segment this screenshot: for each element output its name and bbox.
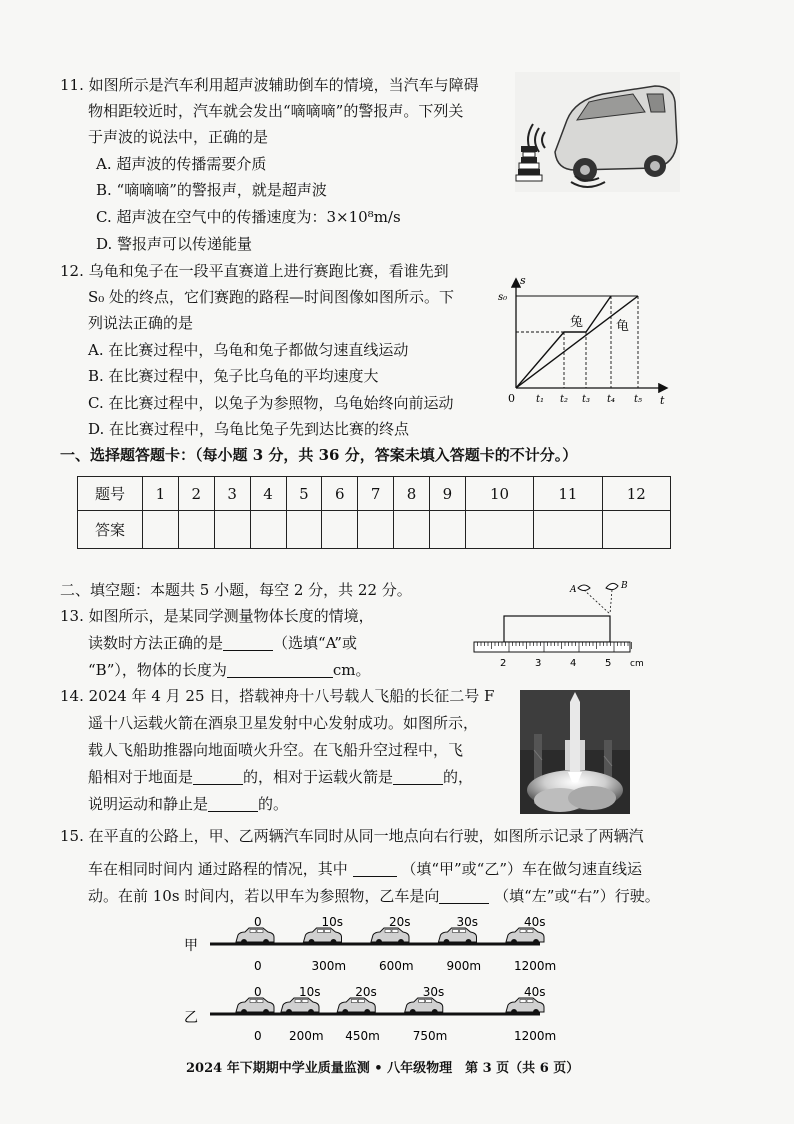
tick-t3: t₃ bbox=[582, 394, 591, 405]
car-b-label: 乙 bbox=[184, 1010, 198, 1026]
q15-blank-2[interactable] bbox=[439, 887, 489, 904]
section-1-heading: 一、选择题答题卡：（每小题 3 分，共 36 分，答案未填入答题卡的不计分。） bbox=[60, 446, 578, 464]
q11-option-c: C. 超声波在空气中的传播速度为：3×10⁸m/s bbox=[96, 208, 401, 226]
distance-label: 750m bbox=[412, 1029, 448, 1043]
q12-option-d: D. 在比赛过程中，乌龟比兔子先到达比赛的终点 bbox=[88, 420, 410, 438]
car-icon bbox=[236, 998, 274, 1015]
q13-line1: 13. 如图所示，是某同学测量物体长度的情境， bbox=[60, 607, 374, 625]
eye-a-icon bbox=[578, 585, 590, 591]
q15-blank-1[interactable] bbox=[353, 860, 397, 877]
answer-cell[interactable] bbox=[322, 511, 358, 549]
car-icon bbox=[236, 928, 274, 945]
origin-label: 0 bbox=[508, 392, 515, 405]
q12-option-c: C. 在比赛过程中，以兔子为参照物，乌龟始终向前运动 bbox=[88, 394, 454, 412]
q11-line2: 物相距较近时，汽车就会发出“嘀嘀嘀”的警报声。下列关 bbox=[88, 102, 464, 120]
number-cell: 10 bbox=[465, 477, 533, 511]
distance-label: 200m bbox=[289, 1029, 324, 1043]
time-label: 10s bbox=[299, 985, 321, 999]
q14-line5: 说明运动和静止是 的。 bbox=[88, 795, 289, 813]
ruler-label-5: 5 bbox=[605, 658, 612, 669]
distance-label: 450m bbox=[345, 1029, 380, 1043]
q12-option-b: B. 在比赛过程中，兔子比乌龟的平均速度大 bbox=[88, 367, 379, 385]
ruler-unit: cm bbox=[630, 659, 644, 669]
time-label: 40s bbox=[524, 985, 546, 999]
time-label: 10s bbox=[321, 915, 344, 929]
row-label-answer: 答案 bbox=[78, 511, 143, 549]
car-a-label: 甲 bbox=[184, 938, 198, 954]
car-icon bbox=[371, 928, 409, 945]
q14-blank-3[interactable] bbox=[208, 795, 258, 812]
page-footer: 2024 年下期期中学业质量监测 • 八年级物理 第 3 页（共 6 页） bbox=[186, 1061, 580, 1076]
x-axis-label: t bbox=[660, 394, 665, 407]
distance-label: 1200m bbox=[514, 1029, 557, 1043]
y-axis-label: s bbox=[520, 274, 526, 287]
car-icon bbox=[337, 998, 375, 1015]
distance-label: 300m bbox=[311, 959, 347, 973]
answer-card-table bbox=[77, 476, 671, 549]
answer-cell[interactable] bbox=[250, 511, 286, 549]
s0-label: s₀ bbox=[498, 292, 508, 303]
ruler-label-3: 3 bbox=[535, 658, 542, 669]
time-label: 30s bbox=[422, 985, 445, 999]
answer-cell[interactable] bbox=[534, 511, 602, 549]
car-icon bbox=[304, 928, 342, 945]
tick-t5: t₅ bbox=[634, 394, 643, 405]
time-label: 20s bbox=[389, 915, 411, 929]
q12-line3: 列说法正确的是 bbox=[88, 314, 194, 332]
answer-cell[interactable] bbox=[286, 511, 322, 549]
reversing-car-illustration bbox=[515, 72, 680, 192]
rocket-launch-photo bbox=[520, 690, 630, 814]
q11-option-a: A. 超声波的传播需要介质 bbox=[96, 155, 267, 173]
number-cell: 7 bbox=[358, 477, 394, 511]
number-cell: 1 bbox=[143, 477, 179, 511]
answer-card-answer-row bbox=[78, 511, 671, 549]
time-label: 0 bbox=[254, 915, 262, 929]
q11-line3: 于声波的说法中，正确的是 bbox=[88, 128, 269, 146]
q13-line3: “B”），物体的长度为 cm。 bbox=[88, 661, 371, 679]
number-cell: 3 bbox=[214, 477, 250, 511]
q13-line2: 读数时方法正确的是 （选填“A”或 bbox=[88, 634, 357, 652]
ruler-measurement-figure bbox=[470, 578, 650, 670]
tick-t1: t₁ bbox=[536, 394, 545, 405]
q15-line3: 动。在前 10s 时间内，若以甲车为参照物，乙车是向 （填“左”或“右”）行驶。 bbox=[88, 887, 660, 905]
turtle-label: 龟 bbox=[616, 319, 630, 334]
q14-line4: 船相对于地面是 的，相对于运载火箭是 的， bbox=[88, 768, 474, 786]
q14-blank-1[interactable] bbox=[193, 768, 243, 785]
q14-line2: 遥十八运载火箭在酒泉卫星发射中心发射成功。如图所示， bbox=[88, 714, 479, 732]
answer-cell[interactable] bbox=[358, 511, 394, 549]
answer-card-number-row bbox=[78, 477, 671, 511]
eye-b-label: B bbox=[621, 581, 628, 591]
distance-label: 0 bbox=[254, 959, 262, 973]
answer-cell[interactable] bbox=[143, 511, 179, 549]
number-cell: 12 bbox=[602, 477, 670, 511]
car-icon bbox=[506, 998, 544, 1015]
number-cell: 4 bbox=[250, 477, 286, 511]
q11-option-d: D. 警报声可以传递能量 bbox=[96, 235, 253, 253]
ruler-label-4: 4 bbox=[570, 658, 577, 669]
q14-blank-2[interactable] bbox=[393, 768, 443, 785]
answer-cell[interactable] bbox=[430, 511, 466, 549]
eye-b-icon bbox=[606, 583, 618, 589]
answer-cell[interactable] bbox=[465, 511, 533, 549]
car-b-diagram bbox=[180, 984, 557, 1044]
answer-cell[interactable] bbox=[602, 511, 670, 549]
ruler-label-2: 2 bbox=[500, 658, 507, 669]
row-label-number: 题号 bbox=[78, 477, 143, 511]
distance-label: 600m bbox=[379, 959, 414, 973]
answer-cell[interactable] bbox=[394, 511, 430, 549]
number-cell: 9 bbox=[430, 477, 466, 511]
number-cell: 2 bbox=[178, 477, 214, 511]
tick-t2: t₂ bbox=[560, 394, 569, 405]
s-t-graph bbox=[494, 272, 674, 412]
rabbit-line bbox=[516, 296, 611, 388]
time-label: 0 bbox=[254, 985, 262, 999]
time-label: 20s bbox=[355, 985, 377, 999]
section-2-heading: 二、填空题：本题共 5 小题，每空 2 分，共 22 分。 bbox=[60, 581, 412, 599]
number-cell: 5 bbox=[286, 477, 322, 511]
number-cell: 6 bbox=[322, 477, 358, 511]
car-icon bbox=[281, 998, 319, 1015]
car-icon bbox=[439, 928, 477, 945]
number-cell: 11 bbox=[534, 477, 602, 511]
ruler bbox=[474, 642, 630, 652]
time-label: 40s bbox=[524, 915, 546, 929]
q12-option-a: A. 在比赛过程中，乌龟和兔子都做匀速直线运动 bbox=[88, 341, 409, 359]
q14-line1: 14. 2024 年 4 月 25 日，搭载神舟十八号载人飞船的长征二号 F bbox=[60, 687, 495, 705]
distance-label: 1200m bbox=[514, 959, 557, 973]
q15-line2: 车在相同时间内 通过路程的情况，其中 （填“甲”或“乙”）车在做匀速直线运 bbox=[88, 860, 643, 878]
q12-line1: 12. 乌龟和兔子在一段平直赛道上进行赛跑比赛，看谁先到 bbox=[60, 262, 449, 280]
car-icon bbox=[506, 928, 544, 945]
car-a-diagram bbox=[180, 914, 557, 974]
q13-blank-1[interactable] bbox=[223, 634, 273, 651]
eye-a-label: A bbox=[570, 585, 577, 595]
q11-option-b: B. “嘀嘀嘀”的警报声，就是超声波 bbox=[96, 181, 327, 199]
rabbit-label: 兔 bbox=[570, 315, 584, 330]
measured-object bbox=[504, 616, 610, 642]
q15-line1: 15. 在平直的公路上，甲、乙两辆汽车同时从同一地点向右行驶，如图所示记录了两辆汽 bbox=[60, 827, 644, 845]
number-cell: 8 bbox=[394, 477, 430, 511]
turtle-line bbox=[516, 296, 638, 388]
q12-line2: S₀ 处的终点，它们赛跑的路程—时间图像如图所示。下 bbox=[88, 288, 455, 306]
answer-cell[interactable] bbox=[214, 511, 250, 549]
q14-line3: 载人飞船助推器向地面喷火升空。在飞船升空过程中，飞 bbox=[88, 741, 464, 759]
car-icon bbox=[405, 998, 443, 1015]
distance-label: 0 bbox=[254, 1029, 262, 1043]
answer-cell[interactable] bbox=[178, 511, 214, 549]
distance-label: 900m bbox=[446, 959, 482, 973]
q13-blank-2[interactable] bbox=[227, 661, 333, 678]
tick-t4: t₄ bbox=[607, 394, 616, 405]
time-label: 30s bbox=[456, 915, 479, 929]
q11-line1: 11. 如图所示是汽车利用超声波辅助倒车的情境，当汽车与障碍 bbox=[60, 76, 479, 94]
